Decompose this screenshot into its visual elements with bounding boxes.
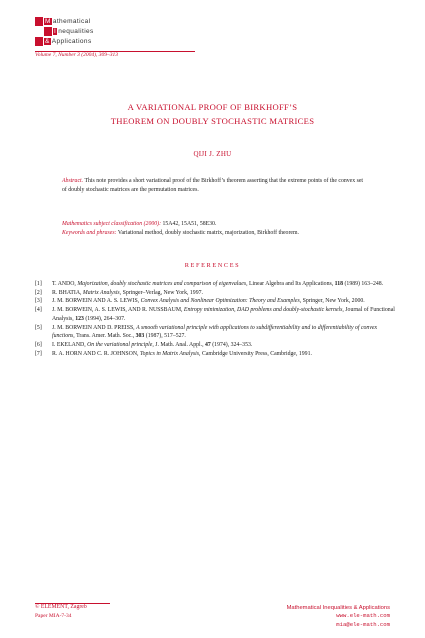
title-line-2: THEOREM ON DOUBLY STOCHASTIC MATRICES [110, 116, 315, 126]
reference-item [35, 306, 395, 323]
footer-journal-name: Mathematical Inequalities & Applications [286, 605, 390, 611]
reference-publication: Linear Algebra and Its Applications, [248, 281, 334, 287]
reference-title: On the variational principle, [87, 341, 154, 348]
reference-publication: Springer–Verlag, New York, 1997. [122, 289, 203, 296]
reference-pages: (1974), 324–353. [212, 341, 253, 348]
reference-item [35, 289, 395, 298]
keywords-label: Keywords and phrases: [62, 230, 117, 236]
reference-publication: J. Math. Anal. Appl., [155, 341, 204, 348]
abstract-text: This note provides a short variational proof of the Birkhoff’s theorem asserting that the extreme points of the convex set of doubly stochastic matrices are the permutation matrices. [62, 178, 364, 193]
logo-word: nequalities [58, 27, 94, 35]
reference-number: [3] [35, 298, 42, 305]
references-heading: REFERENCES [184, 262, 241, 269]
reference-title: Topics in Matrix Analysis, [139, 350, 201, 357]
msc-label: Mathematics subject classification (2000): [62, 221, 162, 227]
reference-authors: J. M. BORWEIN AND D. PREISS, [52, 324, 135, 331]
reference-publication: Trans. Amer. Math. Soc., [76, 333, 135, 340]
logo-cap: I [54, 27, 57, 35]
reference-title: Convex Analysis and Nonlinear Optimization: Theory and Examples, [140, 298, 302, 305]
reference-pages: (1994), 264–307. [85, 315, 126, 322]
reference-item [35, 297, 395, 306]
reference-number: [5] [35, 324, 42, 331]
reference-item [35, 280, 395, 289]
reference-publication: Springer, New York, 2000. [302, 298, 365, 305]
copyright: © ELEMENT, Zagreb [35, 604, 87, 610]
author-name: QIJI J. ZHU [193, 150, 232, 158]
logo-square [35, 17, 43, 26]
logo-square [35, 37, 43, 46]
logo-cap: & [45, 37, 50, 45]
abstract-label: Abstract. [62, 178, 84, 184]
reference-number: [6] [35, 341, 42, 348]
journal-footer [287, 604, 390, 629]
logo-word: Applications [51, 37, 92, 45]
reference-title: A smooth variational principle with applications to subdifferentiability and to differentiability of convex functions, [52, 324, 378, 340]
paper-title [0, 100, 425, 128]
logo-word: athematical [52, 17, 91, 25]
journal-url-link[interactable]: www.ele-math.com [336, 612, 390, 620]
reference-authors: J. M. BORWEIN, A. S. LEWIS, AND R. NUSSBAUM, [52, 307, 183, 314]
reference-number: [2] [35, 289, 42, 296]
reference-pages: (1989) 163–248. [344, 281, 384, 287]
reference-volume: 303 [135, 333, 145, 340]
logo-line [35, 36, 94, 46]
reference-authors: R. A. HORN AND C. R. JOHNSON, [52, 350, 139, 357]
paper-id: Paper MIA-7-34 [35, 613, 72, 619]
reference-item [35, 350, 395, 359]
reference-pages: (1987), 517–527. [145, 333, 186, 340]
reference-publication: Cambridge University Press, Cambridge, 1991. [201, 350, 312, 357]
reference-authors: J. M. BORWEIN AND A. S. LEWIS, [52, 298, 140, 305]
reference-authors: R. BHATIA, [52, 289, 82, 296]
journal-email-link[interactable]: mia@ele-math.com [336, 620, 390, 628]
title-line-1: A VARIATIONAL PROOF OF BIRKHOFF’S [127, 102, 298, 112]
logo-square [44, 27, 52, 36]
logo-line [35, 26, 94, 36]
classification-block [62, 220, 382, 238]
reference-authors: I. EKELAND, [52, 341, 86, 348]
reference-number: [7] [35, 350, 42, 357]
reference-item [35, 341, 395, 350]
logo-cap: M [45, 17, 51, 25]
journal-logo [35, 16, 94, 46]
volume-line: Volume 7, Number 3 (2004), 309–313 [35, 52, 118, 58]
reference-list [35, 280, 395, 358]
reference-title: Majorization, doubly stochastic matrices and comparison of eigenvalues, [77, 281, 248, 287]
reference-number: [1] [35, 281, 42, 287]
reference-publication: Journal of Functional Analysis, [52, 307, 395, 322]
abstract [62, 177, 367, 195]
reference-item [35, 324, 395, 341]
reference-volume: 118 [334, 281, 344, 287]
reference-title: Entropy minimization, DAD problems and doubly-stochastic kernels, [183, 307, 344, 314]
msc-text: 15A42, 15A51, 58E30. [162, 221, 217, 227]
keywords-text: Variational method, doubly stochastic matrix, majorization, Birkhoff theorem. [117, 230, 299, 236]
reference-volume: 47 [204, 341, 211, 348]
reference-title: Matrix Analysis, [82, 289, 122, 296]
logo-line [35, 16, 94, 26]
reference-authors: T. ANDO, [52, 281, 76, 287]
reference-volume: 123 [75, 315, 84, 322]
reference-number: [4] [35, 307, 42, 314]
